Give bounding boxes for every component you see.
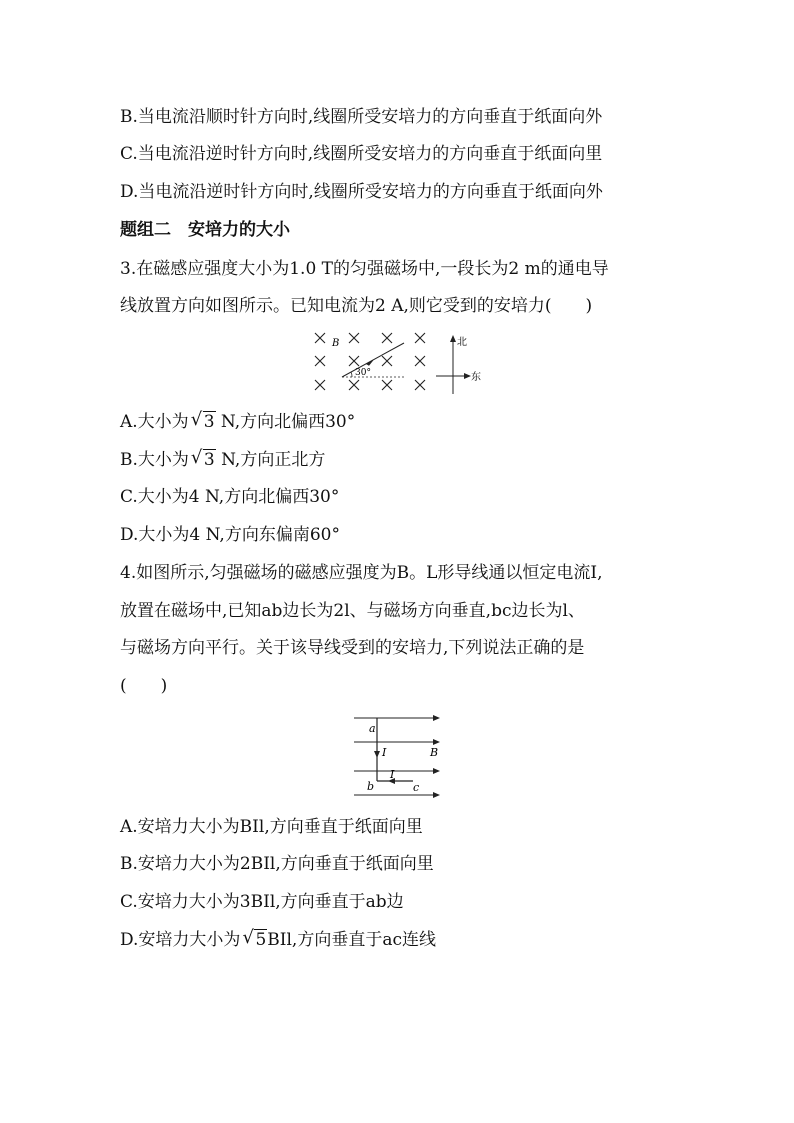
q4-option-d-radicand: 5 <box>255 930 267 950</box>
q4-option-b: B.安培力大小为2BIl,方向垂直于纸面向里 <box>120 854 434 874</box>
q3-figure <box>308 326 488 398</box>
q4-figure <box>350 710 450 800</box>
q3-option-b <box>120 449 325 471</box>
q4-option-c: C.安培力大小为3BIl,方向垂直于ab边 <box>120 892 404 912</box>
q3-stem-line1: 3.在磁感应强度大小为1.0 T的匀强磁场中,一段长为2 m的通电导 <box>120 259 609 279</box>
q3-option-a-suffix: N,方向北偏西30° <box>215 412 356 432</box>
q2-option-b: B.当电流沿顺时针方向时,线圈所受安培力的方向垂直于纸面向外 <box>120 107 603 127</box>
q3-option-d: D.大小为4 N,方向东偏南60° <box>120 525 340 545</box>
q4-label-i-horizontal: I <box>390 768 395 781</box>
east-arrow-icon <box>464 373 471 379</box>
q2-option-d: D.当电流沿逆时针方向时,线圈所受安培力的方向垂直于纸面向外 <box>120 182 603 202</box>
q3-option-a <box>120 411 355 433</box>
q4-option-a: A.安培力大小为BIl,方向垂直于纸面向里 <box>120 817 423 837</box>
q4-label-a: a <box>369 722 376 735</box>
q3-label-b: B <box>332 338 340 349</box>
q3-north-label: 北 <box>457 337 467 348</box>
q3-angle-label: 30° <box>355 368 371 378</box>
q4-label-i-vertical: I <box>382 746 387 759</box>
q2-option-c: C.当电流沿逆时针方向时,线圈所受安培力的方向垂直于纸面向里 <box>120 144 603 164</box>
q4-option-d-prefix: D.安培力大小为 <box>120 930 241 950</box>
q4-stem-line1: 4.如图所示,匀强磁场的磁感应强度为B。L形导线通以恒定电流I, <box>120 563 603 583</box>
q4-option-d-suffix: BIl,方向垂直于ac连线 <box>267 930 436 950</box>
q4-stem-line2: 放置在磁场中,已知ab边长为2l、与磁场方向垂直,bc边长为l、 <box>120 601 585 621</box>
sqrt-5-radical: √ 5 <box>242 927 267 950</box>
q3-east-label: 东 <box>471 372 481 383</box>
q3-option-a-radicand: 3 <box>203 412 215 432</box>
q3-stem-line2: 线放置方向如图所示。已知电流为2 A,则它受到的安培力( ) <box>120 296 593 316</box>
q3-option-b-radicand: 3 <box>203 450 215 470</box>
q3-option-a-prefix: A.大小为 <box>120 412 189 432</box>
q3-option-b-suffix: N,方向正北方 <box>215 450 326 470</box>
sqrt-3-radical: √ 3 <box>190 409 215 432</box>
sqrt-3-radical: √ 3 <box>190 447 215 470</box>
q4-label-b-point: b <box>367 780 375 793</box>
q4-label-c: c <box>413 781 420 794</box>
angle-arc <box>351 372 352 377</box>
north-arrow-icon <box>450 335 456 342</box>
q4-option-d <box>120 929 436 951</box>
q3-option-b-prefix: B.大小为 <box>120 450 189 470</box>
q3-option-c: C.大小为4 N,方向北偏西30° <box>120 487 340 507</box>
section-title: 题组二 安培力的大小 <box>120 220 290 240</box>
q4-stem-line4: ( ) <box>120 676 168 696</box>
current-arrow-down-icon <box>374 751 380 758</box>
q4-label-b-field: B <box>430 746 439 759</box>
q4-stem-line3: 与磁场方向平行。关于该导线受到的安培力,下列说法正确的是 <box>120 638 585 658</box>
